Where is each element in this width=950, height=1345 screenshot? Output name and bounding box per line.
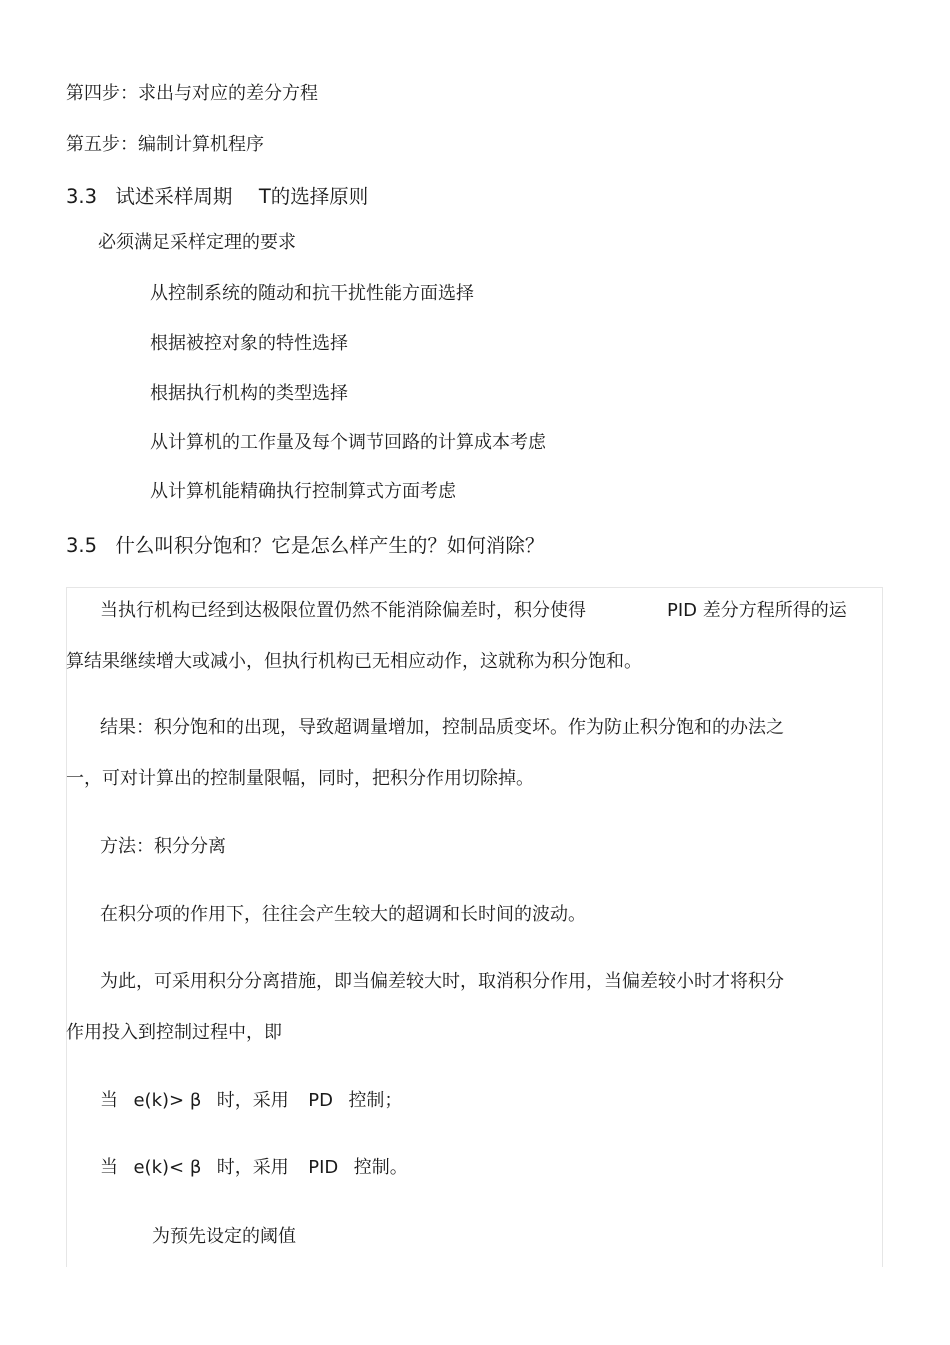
condition-pd [100, 1089, 402, 1113]
question-3-5-heading [66, 533, 544, 559]
condition-expression: e(k)< β [133, 1157, 202, 1178]
condition-expression: e(k)> β [133, 1090, 202, 1111]
question-3-3-heading [66, 184, 368, 210]
answer-p1-line1-end [667, 599, 847, 623]
answer-p6: 为预先设定的阈值 [152, 1226, 296, 1247]
answer-p2-line2: 一，可对计算出的控制量限幅，同时，把积分作用切除掉。 [66, 768, 534, 789]
q33-item: 根据执行机构的类型选择 [150, 383, 348, 404]
answer-p2-line1: 结果：积分饱和的出现，导致超调量增加，控制品质变坏。作为防止积分饱和的办法之 [100, 717, 784, 738]
q33-item: 从计算机的工作量及每个调节回路的计算成本考虑 [150, 432, 546, 453]
condition-text: 当 [100, 1157, 118, 1178]
q33-item: 从计算机能精确执行控制算式方面考虑 [150, 481, 456, 502]
question-title-part-a: 试述采样周期 [115, 185, 233, 208]
question-title-part-b: T的选择原则 [258, 185, 369, 208]
condition-text: 时，采用 [216, 1157, 289, 1178]
answer-p5-line2: 作用投入到控制过程中，即 [66, 1022, 282, 1043]
condition-text: 控制。 [353, 1157, 408, 1178]
step-4-line: 第四步：求出与对应的差分方程 [66, 83, 318, 104]
condition-text: 当 [100, 1090, 118, 1111]
answer-text: 当执行机构已经到达极限位置仍然不能消除偏差时，积分使得 [100, 600, 586, 621]
q33-item: 根据被控对象的特性选择 [150, 333, 348, 354]
condition-text: 控制； [348, 1090, 403, 1111]
question-number: 3.5 [66, 534, 98, 557]
answer-p1-line2: 算结果继续增大或减小，但执行机构已无相应动作，这就称为积分饱和。 [66, 651, 642, 672]
answer-p4: 在积分项的作用下，往往会产生较大的超调和长时间的波动。 [100, 904, 586, 925]
condition-mode: PD [308, 1090, 333, 1111]
condition-text: 时，采用 [216, 1090, 289, 1111]
answer-p5-line1: 为此，可采用积分分离措施，即当偏差较大时，取消积分作用，当偏差较小时才将积分 [100, 971, 784, 992]
answer-text: PID 差分方程所得的运 [667, 600, 847, 621]
answer-p1-line1 [100, 599, 586, 623]
question-title: 什么叫积分饱和？它是怎么样产生的？如何消除？ [115, 534, 545, 557]
q33-item: 从控制系统的随动和抗干扰性能方面选择 [150, 283, 474, 304]
step-5-line: 第五步：编制计算机程序 [66, 134, 264, 155]
condition-mode: PID [308, 1157, 339, 1178]
q33-intro: 必须满足采样定理的要求 [98, 232, 296, 253]
question-number: 3.3 [66, 185, 98, 208]
condition-pid [100, 1156, 408, 1180]
answer-p3: 方法：积分分离 [100, 836, 226, 857]
